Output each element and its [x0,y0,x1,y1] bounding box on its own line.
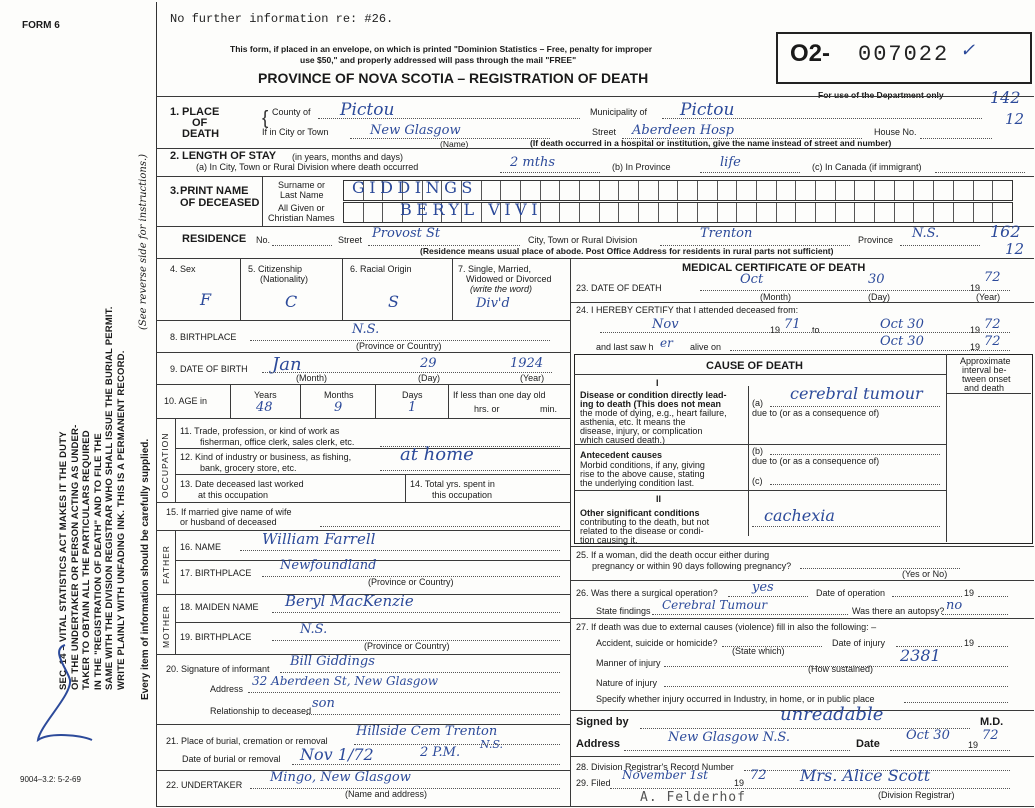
occupation-side-label: OCCUPATION [160,432,170,498]
house-label: House No. [874,127,917,137]
antecedent-label: the underlying condition last. [580,478,695,488]
division-registrar-caption: (Division Registrar) [878,790,955,800]
last-saw-pronoun[interactable]: er [660,336,673,350]
occ12-label: 12. Kind of industry or business, as fishing, [180,452,352,462]
other-conditions-label: tion causing it. [580,535,638,545]
findings-field[interactable]: Cerebral Tumour [662,598,768,612]
res-province-field[interactable]: N.S. [912,226,940,241]
marital-field[interactable]: Div'd [476,296,510,311]
surgery-field[interactable]: yes [752,580,774,595]
surname-label: Last Name [280,190,324,200]
attended-to-year[interactable]: 72 [984,317,1001,332]
law-line: SEC. 14 – VITAL STATISTICS ACT MAKES IT THE DUTY [58,431,69,690]
s1-label: DEATH [182,128,220,140]
antecedent-label: Morbid conditions, if any, giving [580,460,705,470]
approx-interval-label: interval be- [962,365,1007,375]
envelope-note: This form, if placed in an envelope, on which is printed "Dominion Statistics – Free, penalty for improper [230,44,653,54]
relationship-label: Relationship to deceased [210,706,312,716]
age-months-field[interactable]: 9 [334,400,343,415]
citizenship-sub: (Nationality) [260,274,309,284]
s2-label: LENGTH OF STAY [182,150,277,162]
informant-label: 20. Signature of informant [166,664,270,674]
burial-time-field[interactable]: 2 P.M. [420,745,461,760]
certify-year-prefix: 19 [968,740,979,750]
occ12-label: bank, grocery store, etc. [200,463,297,473]
occ14-label: this occupation [432,490,493,500]
certify-year-field[interactable]: 72 [982,728,999,743]
md-label: M.D. [980,716,1004,728]
attended-from-year-prefix: 19 [770,325,781,335]
s3-label: OF DECEASED [180,197,260,209]
stamp: A. Felderhof [640,790,746,805]
registration-number: 007022 [858,42,950,67]
medical-header: MEDICAL CERTIFICATE OF DEATH [682,262,866,274]
occ13-label: 13. Date deceased last worked [180,479,304,489]
attended-from-field[interactable]: Nov [652,317,679,332]
handwritten-mark-icon [30,640,100,750]
autopsy-label: Was there an autopsy? [852,606,945,616]
operation-date-label: Date of operation [816,588,886,598]
typed-note: No further information re: #26. [170,12,394,26]
registration-check: ✓ [960,40,976,61]
form-number: FORM 6 [22,20,60,31]
res-no-label: No. [256,235,271,245]
certify-date-field[interactable]: Oct 30 [906,728,950,743]
to-label: to [812,325,820,335]
relationship-field[interactable]: son [312,696,335,711]
res-street-field[interactable]: Provost St [372,226,441,241]
mother-birthplace-label: 19. BIRTHPLACE [180,632,252,642]
name-caption: (Name) [440,139,469,149]
part-two-label: II [656,494,662,504]
attended-to-year-prefix: 19 [970,325,981,335]
s3-num: 3. [170,185,180,197]
registrar-record-label: 28. Division Registrar's Record Number [576,762,734,772]
disease-label: which caused death.) [580,435,666,445]
father-name-field[interactable]: William Farrell [262,530,376,548]
age-months-caption: Months [324,390,354,400]
approx-interval-label: tween onset [962,374,1011,384]
occ13-label: at this occupation [198,490,269,500]
how-sustained-caption: (How sustained) [808,664,874,674]
given-names-field[interactable]: BERYL VIVI [400,200,543,219]
res-province-label: Province [858,235,894,245]
county-field[interactable]: Pictou [340,100,395,120]
marital-label: Widowed or Divorced [466,274,552,284]
birthplace-sub: (Province or Country) [356,341,442,351]
last-saw-label: and last saw h [596,342,654,352]
pregnancy-label: pregnancy or within 90 days following pregnancy? [592,561,792,571]
sex-field[interactable]: F [200,290,212,309]
certify-label: 24. I HEREBY CERTIFY that I attended deceased from: [576,305,799,315]
other-conditions-label: contributing to the death, but not [580,517,710,527]
stay-province-label: (b) In Province [612,162,671,172]
state-which-caption: (State which) [732,646,785,656]
s1-label: PLACE [182,106,220,118]
occ11-label: fisherman, office clerk, sales clerk, etc. [200,437,355,447]
dob-day-field[interactable]: 29 [420,356,437,371]
law-line: SAME WITH THE DIVISION REGISTRAR WHO SHALL ISSUE THE BURIAL PERMIT. [104,306,115,690]
dept-code: 142 [990,88,1021,107]
s3-label: PRINT NAME [180,185,249,197]
law-line: OF THE UNDERTAKER OR PERSON ACTING AS UNDER- [69,424,81,690]
stay-city-label: (a) In City, Town or Rural Division where death occurred [196,162,419,172]
physician-signature[interactable]: unreadable [780,704,884,725]
father-birthplace-field[interactable]: Newfoundland [280,558,377,573]
death-year-prefix: 19 [970,283,981,293]
death-year-field[interactable]: 72 [984,270,1001,285]
registration-prefix: O2- [790,40,831,67]
external-causes-label: 27. If death was due to external causes (violence) fill in also the following: – [576,622,877,632]
law-notice [58,306,127,690]
cause-title: CAUSE OF DEATH [706,360,803,372]
s1-num: 1. [170,106,180,118]
burial-date-label: Date of burial or removal [182,754,281,764]
county-label: County of [272,107,311,117]
citizenship-label: 5. Citizenship [248,264,303,274]
maiden-name-label: 18. MAIDEN NAME [180,602,259,612]
specify-label: Specify whether injury occurred in Industry, in home, or in public place [596,694,875,704]
burial-date-field[interactable]: Nov 1/72 [300,745,374,764]
occ12-field[interactable]: at home [400,444,474,465]
instructions-note: (See reverse side for instructions.) [138,153,149,330]
given-label: Christian Names [268,213,335,223]
city-field[interactable]: New Glasgow [370,123,461,138]
dept-code: 12 [1005,240,1025,258]
municipality-label: Municipality of [590,107,648,117]
day-caption: (Day) [868,292,890,302]
marital-label: (write the word) [470,284,533,294]
attended-from-year[interactable]: 71 [784,317,801,332]
other-conditions-label: Other significant conditions [580,508,700,518]
law-line: IN THE "REGISTRATION OF DEATH" AND TO FILE THE [92,433,104,690]
age-min-caption: min. [540,404,558,414]
marital-label: 7. Single, Married, [458,264,532,274]
undertaker-sub: (Name and address) [345,789,428,799]
racial-label: 6. Racial Origin [350,264,412,274]
given-label: All Given or [278,203,325,213]
alive-on-year[interactable]: 72 [984,334,1001,349]
alive-on-label: alive on [690,342,722,352]
month-caption: (Month) [760,292,792,302]
age-hrs-caption: hrs. or [474,404,500,414]
every-item-note: Every item of information should be carefully supplied. [140,438,151,700]
pregnancy-label: 25. If a woman, did the death occur either during [576,550,770,560]
filed-year-prefix: 19 [734,778,745,788]
q15-label: 15. If married give name of wife [166,507,292,517]
dob-year-field[interactable]: 1924 [510,356,544,371]
age-lt-caption: If less than one day old [453,390,546,400]
antecedent-label: rise to the above cause, stating [580,469,705,479]
death-date-label: 23. DATE OF DEATH [576,283,662,293]
yes-no-caption: (Yes or No) [902,569,948,579]
approx-interval-label: and death [964,383,1005,393]
nature-label: Nature of injury [596,678,658,688]
physician-address-field[interactable]: New Glasgow N.S. [668,730,790,745]
alive-on-year-prefix: 19 [970,342,981,352]
certify-date-label: Date [856,738,880,750]
attended-to-field[interactable]: Oct 30 [880,317,924,332]
res-city-label: City, Town or Rural Division [528,235,638,245]
antecedent-label: Antecedent causes [580,450,663,460]
law-line: WRITE PLAINLY WITH UNFADING INK. THIS IS A PERMANENT RECORD. [115,350,127,690]
dept-use-label: For use of the Department only [818,90,944,100]
other-conditions-label: related to the disease or condi- [580,526,704,536]
father-name-label: 16. NAME [180,542,222,552]
dob-month-caption: (Month) [296,373,328,383]
dob-year-caption: (Year) [520,373,545,383]
dept-code: 12 [1005,110,1025,128]
alive-on-field[interactable]: Oct 30 [880,334,924,349]
other-conditions-field[interactable]: cachexia [764,506,835,525]
manner-field[interactable]: 2381 [900,646,941,665]
surgery-label: 26. Was there a surgical operation? [576,588,718,598]
informant-signature[interactable]: Bill Giddings [290,654,375,669]
stay-province-field[interactable]: life [720,155,741,170]
racial-field[interactable]: S [388,292,399,311]
law-line: TAKER TO OBTAIN ALL THE PARTICULARS REQUIRED [81,430,92,690]
s2-sub: (in years, months and days) [292,152,404,162]
disease-label: Disease or condition directly lead- [580,390,727,400]
street-field[interactable]: Aberdeen Hosp [632,123,734,138]
mother-birthplace-sub: (Province or Country) [364,641,450,651]
citizenship-field[interactable]: C [285,292,298,311]
injury-year-prefix: 19 [964,638,975,648]
part-one-label: I [656,378,659,388]
cause-a-label: (a) [752,398,763,408]
age-years-caption: Years [254,390,277,400]
city-label: If in City or Town [262,127,329,137]
cause-b-label: (b) [752,446,763,456]
burial-province-field[interactable]: N.S. [480,738,504,751]
autopsy-field[interactable]: no [946,598,963,613]
burial-place-label: 21. Place of burial, cremation or removal [166,736,328,746]
due-to-label: due to (or as a consequence of) [752,456,880,466]
age-years-field[interactable]: 48 [256,400,273,415]
dob-month-field[interactable]: Jan [272,354,302,375]
age-days-field[interactable]: 1 [408,400,417,415]
death-day-field[interactable]: 30 [868,272,885,287]
municipality-field[interactable]: Pictou [680,100,735,120]
residence-label: RESIDENCE [182,233,247,245]
s2-num: 2. [170,150,180,162]
street-label: Street [592,127,617,137]
signed-by-label: Signed by [576,716,629,728]
dob-label: 9. DATE OF BIRTH [170,364,248,374]
cause-c-label: (c) [752,476,763,486]
res-street-label: Street [338,235,363,245]
birthplace-field[interactable]: N.S. [352,322,380,337]
age-label: 10. AGE in [164,396,208,406]
father-side-label: FATHER [161,545,171,584]
cause-a-field[interactable]: cerebral tumour [790,384,923,403]
mother-side-label: MOTHER [161,605,171,648]
filed-label: 29. Filed [576,778,611,788]
sex-label: 4. Sex [170,264,196,274]
findings-label: State findings [596,606,651,616]
physician-address-label: Address [576,738,621,750]
informant-address-field[interactable]: 32 Aberdeen St, New Glasgow [252,674,438,688]
dept-code: 162 [990,222,1021,241]
surname-label: Surname or [278,180,326,190]
birthplace-label: 8. BIRTHPLACE [170,332,237,342]
accident-label: Accident, suicide or homicide? [596,638,718,648]
maiden-name-field[interactable]: Beryl MacKenzie [285,592,414,610]
father-birthplace-label: 17. BIRTHPLACE [180,568,252,578]
stay-canada-label: (c) In Canada (if immigrant) [812,162,922,172]
disease-label: disease, injury, or complication [580,426,703,436]
q15-label: or husband of deceased [180,517,277,527]
form-code: 9004–3.2: 5-2-69 [20,775,81,784]
mother-birthplace-field[interactable]: N.S. [300,622,328,637]
disease-label: ing to death (This does not mean [580,399,722,409]
stay-city-field[interactable]: 2 mths [510,155,555,170]
undertaker-field[interactable]: Mingo, New Glasgow [270,770,411,785]
approx-interval-label: Approximate [960,356,1011,366]
occ11-label: 11. Trade, profession, or kind of work as [180,426,340,436]
father-birthplace-sub: (Province or Country) [368,577,454,587]
dob-day-caption: (Day) [418,373,440,383]
filed-date-field[interactable]: November 1st [622,768,708,782]
residence-note: (Residence means usual place of abode. Post Office Address for residents in rural parts not sufficient) [420,246,834,256]
year-caption: (Year) [976,292,1001,302]
disease-label: the mode of dying, e.g., heart failure, [580,408,727,418]
occ14-label: 14. Total yrs. spent in [410,479,495,489]
envelope-note: use $50," and properly addressed will pass through the mail "FREE" [300,55,577,65]
age-days-caption: Days [402,390,423,400]
hospital-note: (If death occurred in a hospital or institution, give the name instead of street and number) [530,138,892,148]
filed-year-field[interactable]: 72 [750,768,767,783]
death-month-field[interactable]: Oct [740,272,764,287]
informant-address-label: Address [210,684,244,694]
injury-date-label: Date of injury [832,638,886,648]
disease-label: asthenia, etc. It means the [580,417,686,427]
manner-label: Manner of injury [596,658,661,668]
form-title: PROVINCE OF NOVA SCOTIA – REGISTRATION OF DEATH [258,70,649,86]
operation-year-prefix: 19 [964,588,975,598]
due-to-label: due to (or as a consequence of) [752,408,880,418]
res-city-field[interactable]: Trenton [700,226,753,241]
surname-field[interactable]: GIDDINGS [352,178,477,197]
s1-label: OF [192,117,208,129]
burial-place-field[interactable]: Hillside Cem Trenton [356,724,498,739]
undertaker-label: 22. UNDERTAKER [166,780,243,790]
registrar-signature[interactable]: Mrs. Alice Scott [800,766,931,785]
